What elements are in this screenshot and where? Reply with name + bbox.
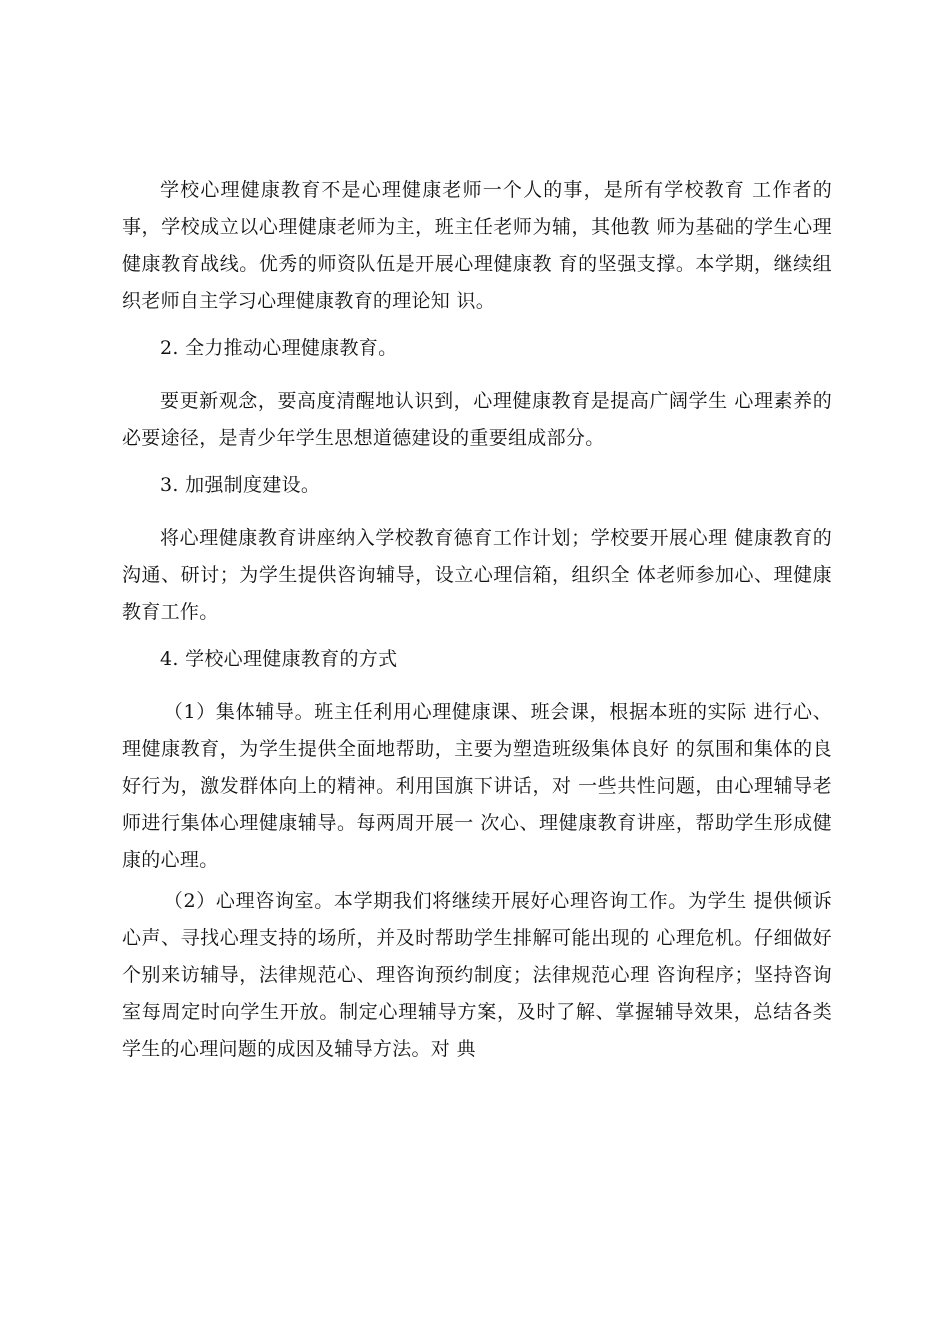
document-page bbox=[122, 172, 832, 1072]
paragraph-teachers: 学校心理健康教育不是心理健康老师一个人的事，是所有学校教育 工作者的事，学校成立以心理健康老师为主，班主任老师为辅，其他教 师为基础的学生心理健康教育战线。优秀的师资队伍是开展心理健康教 育的坚强支撑。本学期，继续组织老师自主学习心理健康教育的理论知 识。 bbox=[122, 179, 832, 312]
heading-methods: 4. 学校心理健康教育的方式 bbox=[160, 648, 398, 670]
heading-promote: 2. 全力推动心理健康教育。 bbox=[160, 337, 398, 359]
paragraph-lectures: 将心理健康教育讲座纳入学校教育德育工作计划；学校要开展心理 健康教育的沟通、研讨；为学生提供咨询辅导，设立心理信箱，组织全 体老师参加心、理健康教育工作。 bbox=[122, 527, 832, 623]
heading-system: 3. 加强制度建设。 bbox=[160, 474, 321, 496]
paragraph-concept: 要更新观念，要高度清醒地认识到，心理健康教育是提高广阔学生 心理素养的必要途径，是青少年学生思想道德建设的重要组成部分。 bbox=[122, 390, 832, 449]
paragraph-counseling-room: （2）心理咨询室。本学期我们将继续开展好心理咨询工作。为学生 提供倾诉心声、寻找心理支持的场所，并及时帮助学生排解可能出现的 心理危机。仔细做好个别来访辅导，法律规范心、理咨询预约制度；法律规范心理 咨询程序；坚持咨询室每周定时向学生开放。制定心理辅导方案，及时了解、掌握辅导效果，总结各类学生的心理问题的成因及辅导方法。对 典 bbox=[122, 890, 832, 1060]
paragraph-group-counseling: （1）集体辅导。班主任利用心理健康课、班会课，根据本班的实际 进行心、理健康教育，为学生提供全面地帮助，主要为塑造班级集体良好 的氛围和集体的良好行为，激发群体向上的精神。利用国旗下讲话，对 一些共性问题，由心理辅导老师进行集体心理健康辅导。每两周开展一 次心、理健康教育讲座，帮助学生形成健康的心理。 bbox=[122, 701, 832, 871]
